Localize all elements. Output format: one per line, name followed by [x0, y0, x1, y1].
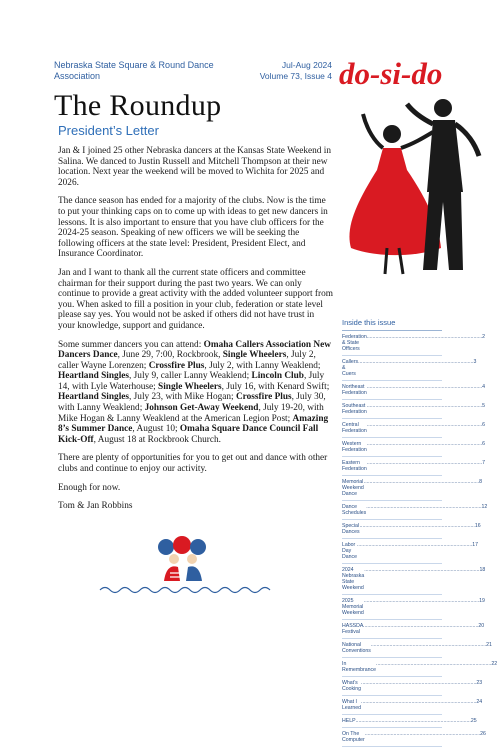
letter-signature: Tom & Jan Robbins [58, 501, 133, 512]
toc-item [342, 539, 479, 564]
issue-volume: Volume 73, Issue 4 [259, 71, 332, 81]
toc-item [342, 438, 485, 457]
toc-item [342, 677, 483, 696]
table-of-contents [342, 318, 497, 747]
dance-event-text: , August 18 at Rockbrook Church. [93, 434, 221, 445]
toc-item-label: Central Federation [342, 422, 367, 434]
decorative-wave-divider [100, 585, 270, 595]
dance-event-name: Omaha Square Dance Council Fall Kick-Off [58, 424, 319, 445]
toc-item [342, 595, 485, 620]
toc-title: Inside this issue [342, 318, 442, 331]
letter-paragraph-2: The dance season has ended for a majority of the clubs. Now is the time to put your thinking caps on to come up with ideas to get new dancers in lessons. It is also important to ensure that you have club officers for the 2024-25 season. Speaking of new officers we will be seeking the following officers at the state level: President, President Elect, and Insurance Coordinator. [58, 196, 328, 260]
toc-item-page: 17 [472, 542, 479, 548]
dance-event-text: , July 30, with Lanny Weaklend; [58, 392, 326, 414]
org-line-1: Nebraska State Square & Round Dance [54, 60, 214, 70]
toc-list [342, 331, 497, 747]
toc-item-page: 4 [482, 384, 485, 390]
dance-event-name: Crossfire Plus [235, 392, 292, 403]
toc-leader-dots: ................................................................................ [358, 359, 474, 365]
toc-item-page: 6 [482, 422, 485, 428]
dance-event-text: , July 16, with Kenard Swift; [221, 381, 330, 392]
toc-leader-dots: ................................................................................ [363, 623, 479, 629]
toc-item-page: 20 [478, 623, 485, 629]
toc-item [342, 520, 481, 539]
toc-leader-dots: ................................................................................ [366, 334, 483, 340]
dance-event-text: , July 9, caller Lanny Weaklend; [129, 371, 252, 382]
letter-paragraph-dances [58, 340, 333, 446]
toc-item-label: Dance Schedules [342, 504, 367, 516]
dance-event-text: , July 19-20, with Mike Hogan & Lanny Weaklend at the American Legion Post; [58, 403, 324, 424]
toc-leader-dots: ................................................................................ [366, 504, 482, 510]
toc-item-label: Northeast Federation [342, 384, 367, 396]
dance-event-text: , July 2, with Lanny Weaklend; [204, 360, 321, 371]
toc-leader-dots: ................................................................................ [364, 567, 480, 573]
patriotic-dancers-illustration [150, 537, 220, 581]
dancing-couple-illustration [349, 99, 479, 274]
letter-paragraph-1: Jan & I joined 25 other Nebraska dancers at the Kansas State Weekend in Salina. We danced to Justin Russell and Mitchell Thompson at their new location. Next year the weekend will be moved to Wichita for 2025 and 2026. [58, 146, 331, 188]
toc-item-label: On The Computer [342, 731, 365, 743]
toc-leader-dots: ................................................................................ [361, 680, 477, 686]
toc-item [342, 696, 483, 715]
toc-leader-dots: ................................................................................ [359, 523, 475, 529]
dance-event-name: Heartland Singles [58, 392, 130, 403]
toc-item-label: Labor Day Dance [342, 542, 357, 560]
toc-leader-dots: ................................................................................ [376, 661, 492, 667]
toc-item-page: 25 [470, 718, 477, 724]
do-si-do-logo [337, 52, 487, 282]
toc-item-label: Federation & State Officers [342, 334, 367, 352]
toc-item [342, 639, 492, 658]
toc-item [342, 400, 485, 419]
toc-item [342, 501, 488, 520]
toc-leader-dots: ................................................................................ [366, 403, 483, 409]
toc-item [342, 457, 485, 476]
toc-item-label: 2025 Memorial Weekend [342, 598, 364, 616]
toc-item-page: 24 [476, 699, 483, 705]
toc-leader-dots: ................................................................................ [363, 479, 480, 485]
toc-item [342, 715, 477, 728]
toc-item-page: 7 [482, 460, 485, 466]
presidents-letter [58, 146, 333, 520]
toc-item-label: What’s Cooking [342, 680, 362, 692]
dance-event-name: Crossfire Plus [148, 360, 205, 371]
toc-item-page: 12 [481, 504, 488, 510]
toc-leader-dots: ................................................................................ [370, 642, 487, 648]
toc-item-page: 23 [476, 680, 483, 686]
toc-leader-dots: ................................................................................ [355, 718, 471, 724]
toc-item [342, 331, 486, 356]
toc-leader-dots: ................................................................................ [366, 460, 483, 466]
toc-item [342, 728, 486, 747]
toc-item [342, 381, 485, 400]
toc-item-page: 5 [482, 403, 485, 409]
toc-item-label: Memorial Weekend Dance [342, 479, 364, 497]
toc-leader-dots: ................................................................................ [363, 598, 480, 604]
svg-text:do-si-do: do-si-do [339, 56, 443, 91]
toc-item-page: 22 [491, 661, 497, 667]
toc-leader-dots: ................................................................................ [366, 384, 483, 390]
toc-item-label: Eastern Federation [342, 460, 367, 472]
org-line-2: Association [54, 71, 101, 81]
toc-item-label: Special Dances [342, 523, 360, 535]
dance-event-name: Single Wheelers [158, 381, 222, 392]
letter-paragraph-5: There are plenty of opportunities for you to get out and dance with other clubs and continue to enjoy our activity. [58, 453, 328, 475]
toc-item [342, 476, 483, 501]
toc-item [342, 658, 497, 677]
toc-item-page: 19 [479, 598, 485, 604]
toc-item-page: 6 [482, 441, 485, 447]
toc-item-page: 8 [479, 479, 483, 485]
toc-item-label: HASSDA Festival [342, 623, 364, 635]
toc-item-page: 16 [474, 523, 481, 529]
organization-name [54, 60, 254, 82]
toc-leader-dots: ................................................................................ [356, 542, 473, 548]
dance-event-name: Omaha Callers Association New Dancers Dance [58, 339, 331, 361]
dance-event-text: , June 29, 7:00, Rockbrook, [117, 350, 223, 361]
toc-item-page: 3 [473, 359, 477, 365]
toc-item-label: National Conventions [342, 642, 371, 654]
dance-event-text: , July 23, with Mike Hogan; [129, 392, 236, 403]
dance-event-name: Amazing 8’s Summer Dance [58, 413, 329, 435]
toc-item-label: Callers & Cuers [342, 359, 359, 377]
toc-item-page: 2 [482, 334, 486, 340]
logo-lettering [339, 56, 442, 91]
toc-leader-dots: ................................................................................ [366, 422, 483, 428]
toc-item-page: 18 [479, 567, 486, 573]
letter-paragraph-6: Enough for now. [58, 482, 121, 493]
toc-item-label: Western Federation [342, 441, 367, 453]
dance-event-text: , July 14, with Lyle Waterhouse; [58, 371, 325, 392]
dance-event-text: Some summer dancers you can attend: [58, 339, 204, 350]
toc-item [342, 564, 486, 595]
dance-event-name: Johnson Get-Away Weekend [144, 403, 259, 414]
toc-item-label: 2024 Nebraska State Weekend [342, 567, 365, 591]
dance-event-text: , August 10; [132, 424, 180, 435]
toc-leader-dots: ................................................................................ [361, 699, 477, 705]
toc-item [342, 419, 485, 438]
newsletter-title: The Roundup [54, 89, 222, 122]
dance-event-name: Lincoln Club [251, 371, 304, 382]
issue-date: Jul-Aug 2024 [281, 60, 332, 70]
toc-item-label: HELP [342, 718, 356, 724]
toc-item [342, 356, 477, 381]
dance-event-name: Heartland Singles [58, 371, 130, 382]
toc-item-page: 21 [486, 642, 492, 648]
toc-item-label: In Remembrance [342, 661, 377, 673]
letter-paragraph-3: Jan and I want to thank all the current state officers and committee chairman for their support during the past two years. We can only continue to provide a great activity with the added volunteer support from you. When asked to fill a position in your club, federation or state level please say yes. You would not be asked if others did not have trust in your knowledge, support and guidance. [58, 267, 333, 331]
issue-info [250, 60, 332, 82]
dance-event-text: , July 2, caller Wayne Lorenzen; [58, 350, 316, 371]
section-title: President’s Letter [58, 123, 159, 138]
toc-item-label: What I Learned [342, 699, 362, 711]
dance-event-name: Single Wheelers [222, 350, 287, 361]
toc-item [342, 620, 485, 639]
toc-item-label: Southeast Federation [342, 403, 367, 415]
toc-item-page: 26 [480, 731, 486, 737]
toc-leader-dots: ................................................................................ [366, 441, 483, 447]
toc-leader-dots: ................................................................................ [364, 731, 481, 737]
